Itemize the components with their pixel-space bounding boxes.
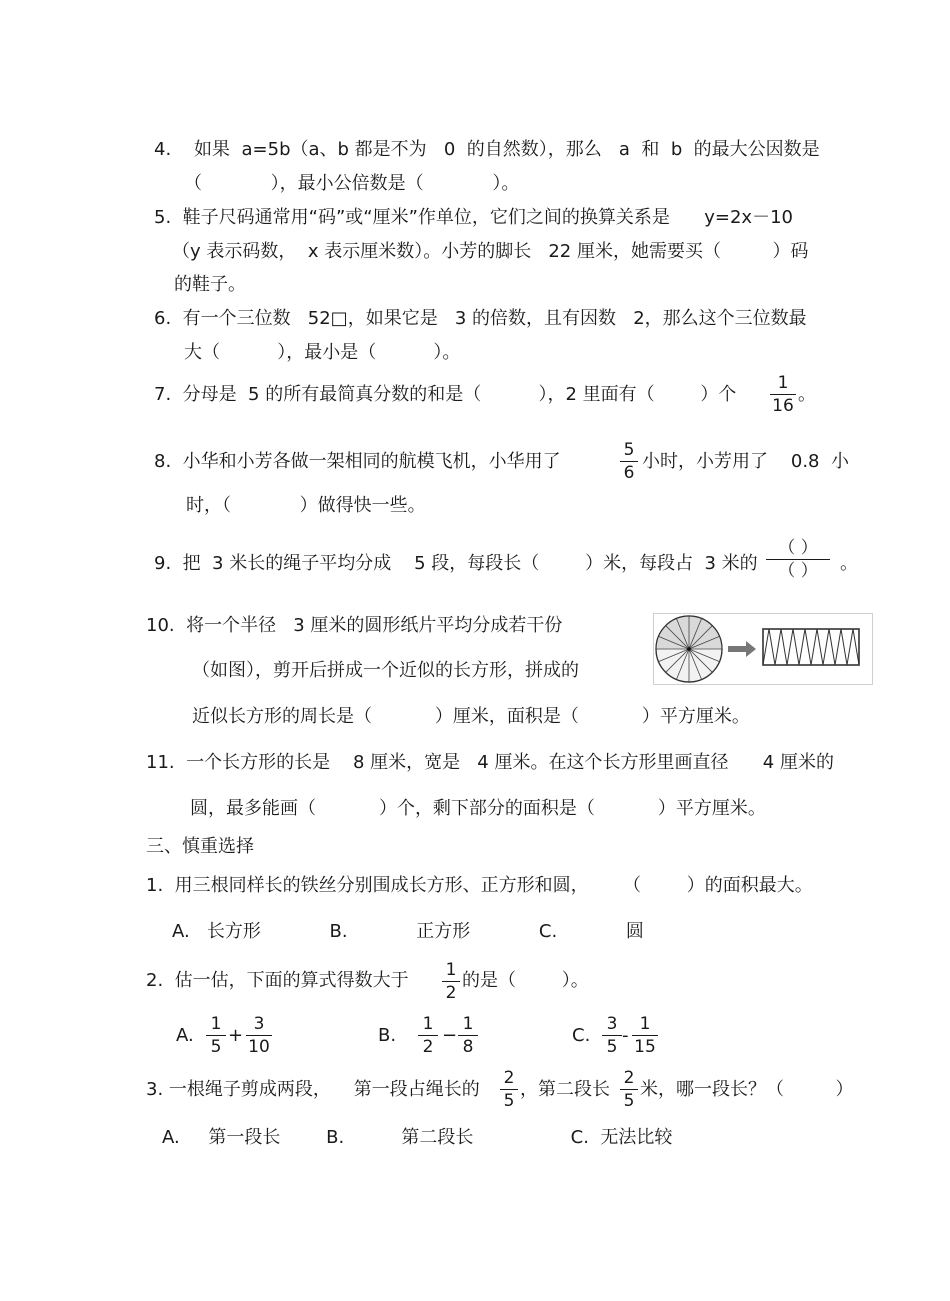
q6-line2: 大（ ），最小是（ ）。 (184, 342, 461, 363)
fraction-bar (620, 461, 638, 462)
q9-frac-den: （ ） (778, 561, 818, 581)
q8-text-a: 8. 小华和小芳各做一架相同的航模飞机，小华用了 (154, 451, 561, 472)
fraction-bar (620, 1089, 638, 1090)
q9-end: 。 (840, 553, 858, 574)
mc2-optA-label: A. (176, 1025, 194, 1046)
fraction-bar (602, 1035, 622, 1036)
q11-line1: 11. 一个长方形的长是 8 厘米，宽是 4 厘米。在这个长方形里画直径 4 厘米的 (146, 752, 834, 773)
q5-line2: （y 表示码数， x 表示厘米数）。小芳的脚长 22 厘米，她需要买（ ）码 (172, 241, 809, 262)
q10-line2: （如图），剪开后拼成一个近似的长方形，拼成的 (192, 660, 579, 681)
frac-den: 8 (462, 1037, 474, 1057)
q8-line2: 时，（ ）做得快一些。 (186, 495, 426, 516)
mc2-optB-op: − (442, 1025, 458, 1046)
mc1-stem: 1. 用三根同样长的铁丝分别围成长方形、正方形和圆， （ ）的面积最大。 (146, 875, 813, 896)
fraction-bar (766, 559, 830, 560)
divided-circle (656, 616, 722, 682)
mc2-optC-op: - (622, 1025, 629, 1046)
fraction-bar (418, 1035, 438, 1036)
q8-fraction (620, 440, 638, 483)
q10-line3: 近似长方形的周长是（ ）厘米，面积是（ ）平方厘米。 (192, 706, 750, 727)
q7-text: 7. 分母是 5 的所有最简真分数的和是（ ），2 里面有（ ）个 (154, 384, 737, 405)
q11-line2: 圆，最多能画（ ）个，剩下部分的面积是（ ）平方厘米。 (190, 798, 766, 819)
mc1-options: A. 长方形 B. 正方形 C. 圆 (172, 921, 644, 942)
mc3-stem-c: 米，哪一段长？（ ） (640, 1079, 854, 1100)
mc2-optA-op: + (228, 1025, 244, 1046)
frac-den: 5 (503, 1091, 515, 1111)
q4-line1: 4. 如果 a=5b（a、b 都是不为 0 的自然数），那么 a 和 b 的最大公因数是 (154, 139, 820, 160)
frac-den: 10 (248, 1037, 270, 1057)
mc2-stem-b: 的是（ ）。 (462, 970, 589, 991)
q9-frac-num: （ ） (778, 538, 818, 558)
frac-num: 1 (462, 1014, 474, 1034)
frac-den: 15 (634, 1037, 656, 1057)
q6-line1: 6. 有一个三位数 52□，如果它是 3 的倍数，且有因数 2，那么这个三位数最 (154, 308, 807, 329)
fraction-bar (458, 1035, 478, 1036)
fraction-bar (632, 1035, 658, 1036)
q7-frac-num: 1 (777, 373, 789, 393)
mc2-frac-num: 1 (445, 960, 457, 980)
circle-to-rectangle-figure (653, 613, 873, 685)
fraction-bar (500, 1089, 518, 1090)
frac-den: 5 (606, 1037, 618, 1057)
fraction-bar (442, 981, 460, 982)
q7-frac-den: 16 (772, 396, 794, 416)
mc2-optC-frac2 (632, 1014, 658, 1057)
mc3-stem-a: 3. 一根绳子剪成两段， 第一段占绳长的 (146, 1079, 480, 1100)
q8-frac-den: 6 (623, 463, 635, 483)
q7-end: 。 (798, 384, 816, 405)
q5-line3: 的鞋子。 (174, 274, 246, 295)
mc2-fraction (442, 960, 460, 1003)
frac-num: 1 (422, 1014, 434, 1034)
mc3-stem-b: ，第二段长 (520, 1079, 610, 1100)
frac-den: 2 (422, 1037, 434, 1057)
fraction-bar (246, 1035, 272, 1036)
approximate-rectangle (763, 629, 859, 665)
mc2-optB-frac1 (418, 1014, 438, 1057)
fraction-bar (206, 1035, 226, 1036)
frac-den: 5 (210, 1037, 222, 1057)
mc3-options: A. 第一段长 B. 第二段长 C. 无法比较 (162, 1127, 673, 1148)
q10-line1: 10. 将一个半径 3 厘米的圆形纸片平均分成若干份 (146, 615, 563, 636)
frac-num: 3 (253, 1014, 265, 1034)
q8-frac-num: 5 (623, 440, 635, 460)
q8-text-b: 小时，小芳用了 0.8 小 (642, 451, 849, 472)
mc2-frac-den: 2 (445, 983, 457, 1003)
frac-num: 2 (503, 1068, 515, 1088)
q4-line2: （ ），最小公倍数是（ ）。 (184, 173, 520, 194)
section-title: 三、慎重选择 (146, 836, 254, 857)
q9-fraction (766, 538, 830, 581)
mc2-optA-frac2 (246, 1014, 272, 1057)
mc2-optB-frac2 (458, 1014, 478, 1057)
fraction-bar (770, 394, 796, 395)
q7-fraction (770, 373, 796, 416)
mc2-stem-a: 2. 估一估，下面的算式得数大于 (146, 970, 409, 991)
arrow-icon (728, 641, 756, 657)
frac-den: 5 (623, 1091, 635, 1111)
mc2-optC-label: C. (572, 1025, 591, 1046)
q5-line1: 5. 鞋子尺码通常用“码”或“厘米”作单位，它们之间的换算关系是 y=2x－10 (154, 207, 793, 228)
q9-text: 9. 把 3 米长的绳子平均分成 5 段，每段长（ ）米，每段占 3 米的 (154, 553, 758, 574)
mc2-optB-label: B. (378, 1025, 397, 1046)
frac-num: 2 (623, 1068, 635, 1088)
mc2-optC-frac1 (602, 1014, 622, 1057)
mc3-fraction2 (620, 1068, 638, 1111)
frac-num: 1 (210, 1014, 222, 1034)
mc3-fraction1 (500, 1068, 518, 1111)
mc2-optA-frac1 (206, 1014, 226, 1057)
frac-num: 1 (639, 1014, 651, 1034)
frac-num: 3 (606, 1014, 618, 1034)
